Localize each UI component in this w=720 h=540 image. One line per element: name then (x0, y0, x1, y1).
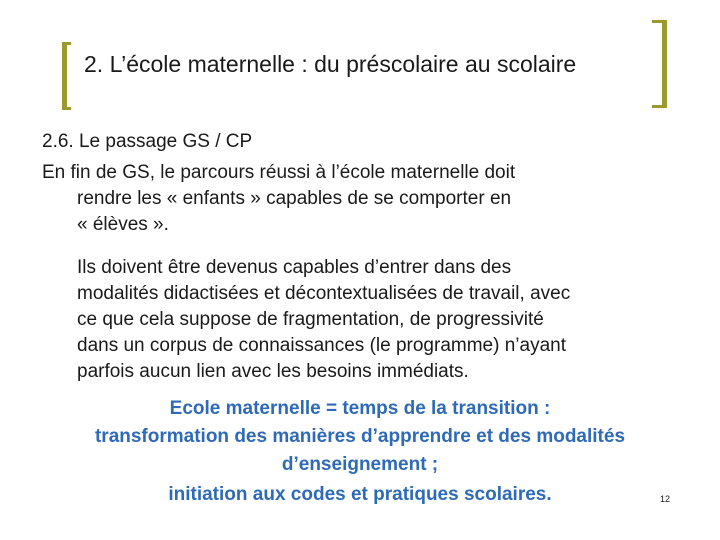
left-bracket-decoration (62, 42, 71, 110)
emphasis-line-1: Ecole maternelle = temps de la transition : (169, 398, 551, 419)
paragraph2-line-4: dans un corpus de connaissances (le programme) n’ayant (77, 335, 566, 356)
paragraph2-line-3: ce que cela suppose de fragmentation, de progressivité (77, 309, 544, 330)
paragraph2-line-5: parfois aucun lien avec les besoins immédiats. (77, 361, 469, 382)
emphasis-line-3: d’enseignement ; (281, 454, 439, 475)
page-number: 12 (660, 494, 671, 504)
paragraph1-line-2: rendre les « enfants » capables de se comporter en (77, 188, 512, 209)
paragraph2-line-1: Ils doivent être devenus capables d’entrer dans des (77, 257, 512, 278)
paragraph2-line-2: modalités didactisées et décontextualisées de travail, avec (77, 283, 571, 304)
section-heading: 2.6. Le passage GS / CP (42, 131, 253, 152)
emphasis-line-4: initiation aux codes et pratiques scolaires. (168, 484, 552, 505)
paragraph1-line-3: « élèves ». (77, 214, 169, 235)
slide-title: 2. L’école maternelle : du préscolaire au scolaire (84, 51, 577, 77)
right-bracket-decoration (652, 20, 667, 108)
emphasis-line-2: transformation des manières d’apprendre et des modalités (94, 426, 626, 447)
paragraph1-line-1: En fin de GS, le parcours réussi à l’école maternelle doit (42, 162, 516, 183)
